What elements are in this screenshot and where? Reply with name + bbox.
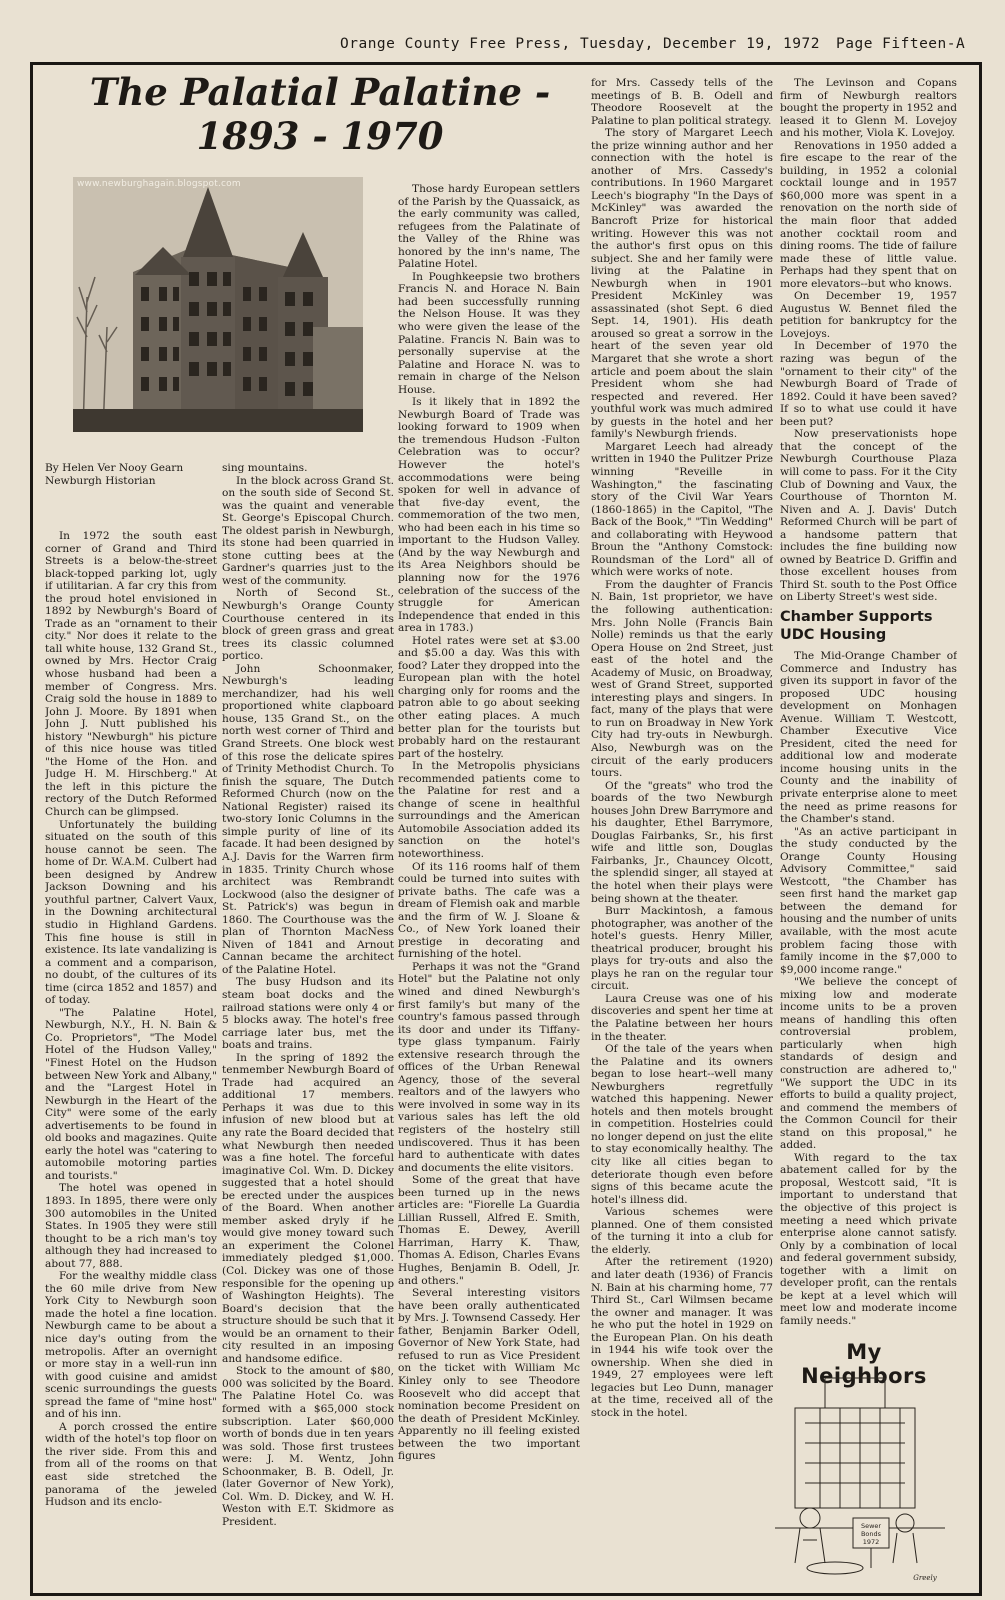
paragraph: Several interesting visitors have been orally authenticated by Mrs. J. Townsend Cassedy. Her father, Benjamin Barker Odell, Governor of New York State, had refused to run as Vice President on the ticket with William Mc Kinley only to see Theodore Roosevelt who did accept that nomination become President on the death of President McKinley. Apparently no ill feeling existed between the two important figures — [398, 1287, 580, 1463]
paragraph: With regard to the tax abatement called for by the proposal, Westcott said, "It is important to understand that the objective of this project is meeting a need which private enterprise alone cannot satisfy. Only by a combination of local and federal government subsidy, together with a limit on developer profit, can the rentals be kept at a level which will meet low and moderate income family needs." — [780, 1151, 957, 1327]
paragraph: The hotel was opened in 1893. In 1895, there were only 300 automobiles in the United States. In 1905 they were still thought to be a rich man's toy although they had increased to about 77, 888. — [45, 1182, 217, 1270]
paragraph: After the retirement (1920) and later death (1936) of Francis N. Bain at his charming home, 77 Third St., Carl Wilmsen became the owner and manager. It was he who put the hotel in 1929 on the European Plan. On his death in 1944 his wife took over the ownership. When she died in 1949, 27 employees were left legacies but Leo Dunn, manager at the time, received all of the stock in the hotel. — [591, 1256, 773, 1419]
cartoon-sign-line-2: Bonds — [860, 1530, 882, 1538]
paragraph: In December of 1970 the razing was begun of the "ornament to their city" of the Newburgh Board of Trade of 1892. Could it have been saved? If so to what use could it have been put? — [780, 340, 957, 428]
paragraph: Of the tale of the years when the Palatine and its owners began to lose heart--well many Newburghers regretfully watched this happening. Newer hotels and then motels brought in competition. Hostelries could no longer depend on just the elite to stay economically healthy. The city like all cities began to deteriorate though even before signs of this became acute the hotel's illness did. — [591, 1043, 773, 1206]
paragraph: North of Second St., Newburgh's Orange County Courthouse centered in its block of green grass and great trees its classic columned portico. — [222, 587, 394, 663]
paragraph: Margaret Leech had already written in 1940 the Pulitzer Prize winning "Reveille in Washington," the fascinating story of the Civil War Years (1860-1865) in the Capitol, "The Back of the Book," "Tin Wedding" and collaborating with Heywood Broun the "Anthony Comstock: Roundsman of the Lord" all of which were works of note. — [591, 440, 773, 579]
article-column-1 — [45, 530, 217, 1588]
hotel-photo — [73, 177, 363, 432]
paragraph: The Mid-Orange Chamber of Commerce and Industry has given its support in favor of the proposed UDC housing development on Monhagen Avenue. William T. Westcott, Chamber Executive Vice President, cited the need for additional low and moderate income housing units in the County and the inability of private enterprise alone to meet the need as prime reasons for the Chamber's stand. — [780, 649, 957, 826]
paragraph: for Mrs. Cassedy tells of the meetings of B. B. Odell and Theodore Roosevelt at the Palatine to plan political strategy. — [591, 77, 773, 127]
masthead-publication: Orange County Free Press, Tuesday, December 19, 1972 — [340, 36, 820, 52]
paragraph: From the daughter of Francis N. Bain, 1st proprietor, we have the following authentication: Mrs. John Nolle (Francis Bain Nolle) reminds us that the early Opera House on 2nd Street, just east of the hotel and the Academy of Music, on Broadway, west of Grand Street, supported interesting plays and singers. In fact, many of the plays that were to run on Broadway in New York City had try-outs in Newburgh. Also, Newburgh was on the circuit of the early producers tours. — [591, 578, 773, 780]
paragraph: Burr Mackintosh, a famous photographer, was another of the hotel's guests. Henry Miller, theatrical producer, brought his plays for try-outs and also the plays he ran on the regular tour circuit. — [591, 905, 773, 993]
paragraph: On December 19, 1957 Augustus W. Bennet filed the petition for bankruptcy for the Lovejoys. — [780, 290, 957, 340]
cartoon-signature: Greely — [913, 1574, 937, 1582]
paragraph: Is it likely that in 1892 the Newburgh Board of Trade was looking forward to 1909 when the tremendous Hudson -Fulton Celebration was to occur? However the hotel's accommodations were being spoken for well in advance of that five-day event, the commemoration of the two men, who had been each in his time so important to the Hudson Valley. (And by the way Newburgh and its Area Neighbors should be planning now for the 1976 celebration of the success of the struggle for American Independence that ended in this area in 1783.) — [398, 396, 580, 635]
cartoon-sign-line-3: 1972 — [862, 1538, 880, 1546]
byline-author: By Helen Ver Nooy Gearn — [45, 462, 184, 474]
paragraph: In 1972 the south east corner of Grand and Third Streets is a below-the-street black-topped parking lot, ugly if utilitarian. A far cry this from the proud hotel envisioned in 1892 by Newburgh's Board of Trade as an "ornament to their city." Nor does it relate to the tall white house, 132 Grand St., owned by Mrs. Hector Craig whose husband had been a member of Congress. Mrs. Craig sold the house in 1889 to John J. Moore. By 1891 when John J. Nutt published his history "Newburgh" his picture of this nice house was titled "the Home of the Hon. and Judge H. M. Hirschberg." At the left in this picture the rectory of the Dutch Reformed Church can be glimpsed. — [45, 530, 217, 819]
paragraph: Of the "greats" who trod the boards of the two Newburgh houses John Drew Barrymore and his daughter, Ethel Barrymore, Douglas Fairbanks, Sr., his first wife and little son, Douglas Fairbanks, Jr., Chauncey Olcott, the splendid singer, all stayed at the hotel when their plays were being shown at the theater. — [591, 779, 773, 905]
headline-line-1: The Palatial Palatine - — [89, 70, 551, 114]
paragraph: Stock to the amount of $80, 000 was solicited by the Board. The Palatine Hotel Co. was formed with a $65,000 stock subscription. Later $60,000 worth of bonds due in ten years was sold. Those first trustees were: J. M. Wentz, John Schoonmaker, B. B. Odell, Jr. (later Governor of New York), Col. Wm. D. Dickey, and W. H. Weston with E.T. Skidmore as President. — [222, 1365, 394, 1528]
chamber-headline-line-1: Chamber Supports — [780, 608, 933, 625]
cartoon-title: My Neighbors — [801, 1340, 927, 1388]
paragraph: In the block across Grand St. on the south side of Second St. was the quaint and venerable St. George's Episcopal Church. The oldest parish in Newburgh, its stone had been quarried in stone cutting bees at the Gardner's quarries just to the west of the community. — [222, 474, 394, 587]
paragraph: Perhaps it was not the "Grand Hotel" but the Palatine not only wined and dined Newburgh's first family's but many of the country's famous passed through its door and under its Tiffany-type glass tympanum. Fairly extensive research through the offices of the Urban Renewal Agency, those of the several realtors and of the lawyers who were involved in some way in its various sales has left the old registers of the hostelry still undiscovered. Thus it has been hard to authenticate with dates and documents the elite visitors. — [398, 960, 580, 1174]
byline — [45, 462, 183, 487]
paragraph: "We believe the concept of mixing low and moderate income units to be a proven means of handling this often controversial problem, particularly when high standards of design and construction are adhered to," "We support the UDC in its efforts to build a quality project, and commend the members of the Common Council for their stand on this proposal," he added. — [780, 976, 957, 1152]
photo-credit: www.newburghagain.blogspot.com — [77, 179, 241, 189]
paragraph: The busy Hudson and its steam boat docks and the railroad stations were only 4 or 5 blocks away. The hotel's free carriage later bus, met the boats and trains. — [222, 976, 394, 1052]
headline — [60, 70, 580, 158]
paragraph: A porch crossed the entire width of the hotel's top floor on the river side. From this and from all of the rooms on that east side stretched the panorama of the jeweled Hudson and its enclo- — [45, 1420, 217, 1509]
paragraph: Of its 116 rooms half of them could be turned into suites with private baths. The cafe was a dream of Flemish oak and marble and the firm of W. J. Sloane & Co., of New York loaned their prestige in decorating and furnishing of the hotel. — [398, 860, 580, 961]
paragraph: The story of Margaret Leech the prize winning author and her connection with the hotel is another of Mrs. Cassedy's contributions. In 1960 Margaret Leech's biography "In the Days of McKinley" was awarded the Bancroft Prize for historical writing. However this was not the author's first opus on this subject. She and her family were living at the Palatine in Newburgh when in 1901 President McKinley was assassinated (shot Sept. 6 died Sept. 14, 1901). His death aroused so great a sorrow in the heart of the seven year old Margaret that she wrote a short article and poem about the slain President whom she had respected and revered. Her youthful work was much admired by guests in the hotel and her family's Newburgh friends. — [591, 127, 773, 441]
my-neighbors-cartoon — [775, 1340, 945, 1585]
masthead — [0, 30, 1005, 60]
paragraph: "The Palatine Hotel, Newburgh, N.Y., H. N. Bain & Co. Proprietors", "The Model Hotel of the Hudson Valley," "Finest Hotel on the Hudson between New York and Albany," and the "Largest Hotel in Newburgh in the Heart of the City" were some of the early advertisements to be found in old books and magazines. Quite early the hotel was "catering to automobile motoring parties and tourists." — [45, 1006, 217, 1182]
paragraph: In Poughkeepsie two brothers Francis N. and Horace N. Bain had been successfully running the Nelson House. It was they who were given the lease of the Palatine. Francis N. Bain was to personally supervise at the Palatine and Horace N. was to remain in charge of the Nelson House. — [398, 270, 580, 396]
paragraph: Various schemes were planned. One of them consisted of the turning it into a club for the elderly. — [591, 1206, 773, 1256]
paragraph: John Schoonmaker, Newburgh's leading merchandizer, had his well proportioned white clapboard house, 135 Grand St., on the north west corner of Third and Grand Streets. One block west of this rose the delicate spires of Trinity Methodist Church. To finish the square, The Dutch Reformed Church (now on the National Register) raised its two-story Ionic Columns in the simple purity of line of its facade. It had been designed by A.J. Davis for the Warren firm in 1835. Trinity Church whose architect was Rembrandt Lockwood (also the designer of St. Patrick's) was begun in 1860. The Courthouse was the plan of Thornton MacNess Niven of 1841 and Arnout Cannan became the architect of the Palatine Hotel. — [222, 662, 394, 976]
paragraph: Renovations in 1950 added a fire escape to the rear of the building, in 1952 a colonial cocktail lounge and in 1957 $60,000 more was spent in a renovation on the north side of the main floor that added another cocktail room and dining rooms. The tide of failure made these of little value. Perhaps had they spent that on more elevators--but who knows. — [780, 139, 957, 290]
masthead-page-number: Page Fifteen-A — [836, 36, 966, 52]
palatine-hotel-illustration — [73, 177, 363, 432]
paragraph: Some of the great that have been turned up in the news articles are: "Fiorelle La Guardia Lillian Russell, Alfred E. Smith, Thomas E. Dewey, Averill Harriman, Harry K. Thaw, Thomas A. Edison, Charles Evans Hughes, Benjamin B. Odell, Jr. and others." — [398, 1174, 580, 1287]
article-column-4 — [591, 77, 773, 1588]
chamber-headline-line-2: UDC Housing — [780, 626, 887, 643]
cartoon-illustration — [775, 1368, 945, 1588]
paragraph: In the Metropolis physicians recommended patients come to the Palatine for rest and a change of scene in healthful surroundings and the American Automobile Association added its sanction on the hotel's noteworthiness. — [398, 760, 580, 860]
paragraph: Hotel rates were set at $3.00 and $5.00 a day. Was this with food? Later they dropped into the European plan with the hotel charging only for rooms and the patron able to go about seeking other eating places. A much better plan for the tourists but probably hard on the restaurant part of the hostelry. — [398, 634, 580, 760]
paragraph: "As an active participant in the study conducted by the Orange County Housing Advisory Committee," said Westcott, "the Chamber has seen first hand the market gap between the demand for housing and the number of units available, with the most acute problem facing those with family income in the $7,000 to $9,000 income range." — [780, 825, 957, 976]
paragraph: Now preservationists hope that the concept of the Newburgh Courthouse Plaza will come to pass. For it the City Club of Downing and Vaux, the Courthouse of Thornton M. Niven and A. J. Davis' Dutch Reformed Church will be part of a handsome pattern that includes the fine building now owned by Beatrice D. Griffin and those excellent houses from Third St. south to the Post Office on Liberty Street's west side. — [780, 428, 957, 604]
cartoon-sign-line-1: Sewer — [860, 1522, 882, 1530]
paragraph: Those hardy European settlers of the Parish by the Quassaick, as the early community was called, refugees from the Palatinate of the Valley of the Rhine was honored by the inn's name, The Palatine Hotel. — [398, 183, 580, 271]
article-column-3 — [398, 183, 580, 1588]
paragraph: The Levinson and Copans firm of Newburgh realtors bought the property in 1952 and leased it to Glenn M. Lovejoy and his mother, Viola K. Lovejoy. — [780, 77, 957, 140]
byline-role: Newburgh Historian — [45, 474, 156, 487]
chamber-headline — [780, 608, 957, 644]
article-column-5 — [780, 77, 957, 1337]
paragraph: Laura Creuse was one of his discoveries and spent her time at the Palatine between her hours in the theater. — [591, 992, 773, 1043]
headline-line-2: 1893 - 1970 — [196, 114, 444, 158]
paragraph: In the spring of 1892 the tenmember Newburgh Board of Trade had acquired an additional 17 members. Perhaps it was due to this infusion of new blood but at any rate the Board decided that what Newburgh then needed was a fine hotel. The forceful imaginative Col. Wm. D. Dickey suggested that a hotel should be erected under the auspices of the Board. When another member asked dryly if he would give money toward such an experiment the Colonel immediately pledged $1,000. (Col. Dickey was one of those responsible for the opening up of Washington Heights). The Board's decision that the structure should be such that it would be an ornament to their city resulted in an imposing and handsome edifice. — [222, 1051, 394, 1365]
paragraph: For the wealthy middle class the 60 mile drive from New York City to Newburgh soon made the hotel a fine location. Newburgh came to be about a nice day's outing from the metropolis. After an overnight or more stay in a well-run inn with good cuisine and amidst scenic surroundings the guests spread the fame of "mine host" and of his inn. — [45, 1270, 217, 1421]
paragraph: Unfortunately the building situated on the south of this house cannot be seen. The home of Dr. W.A.M. Culbert had been designed by Andrew Jackson Downing and his youthful partner, Calvert Vaux, in the Downing architectural studio in Highland Gardens. This fine house is still in existence. Its late vandalizing is a comment and a comparison, no doubt, of the cultures of its time (circa 1852 and 1857) and of today. — [45, 818, 217, 1007]
article-column-2 — [222, 462, 394, 1588]
paragraph: sing mountains. — [222, 462, 308, 474]
